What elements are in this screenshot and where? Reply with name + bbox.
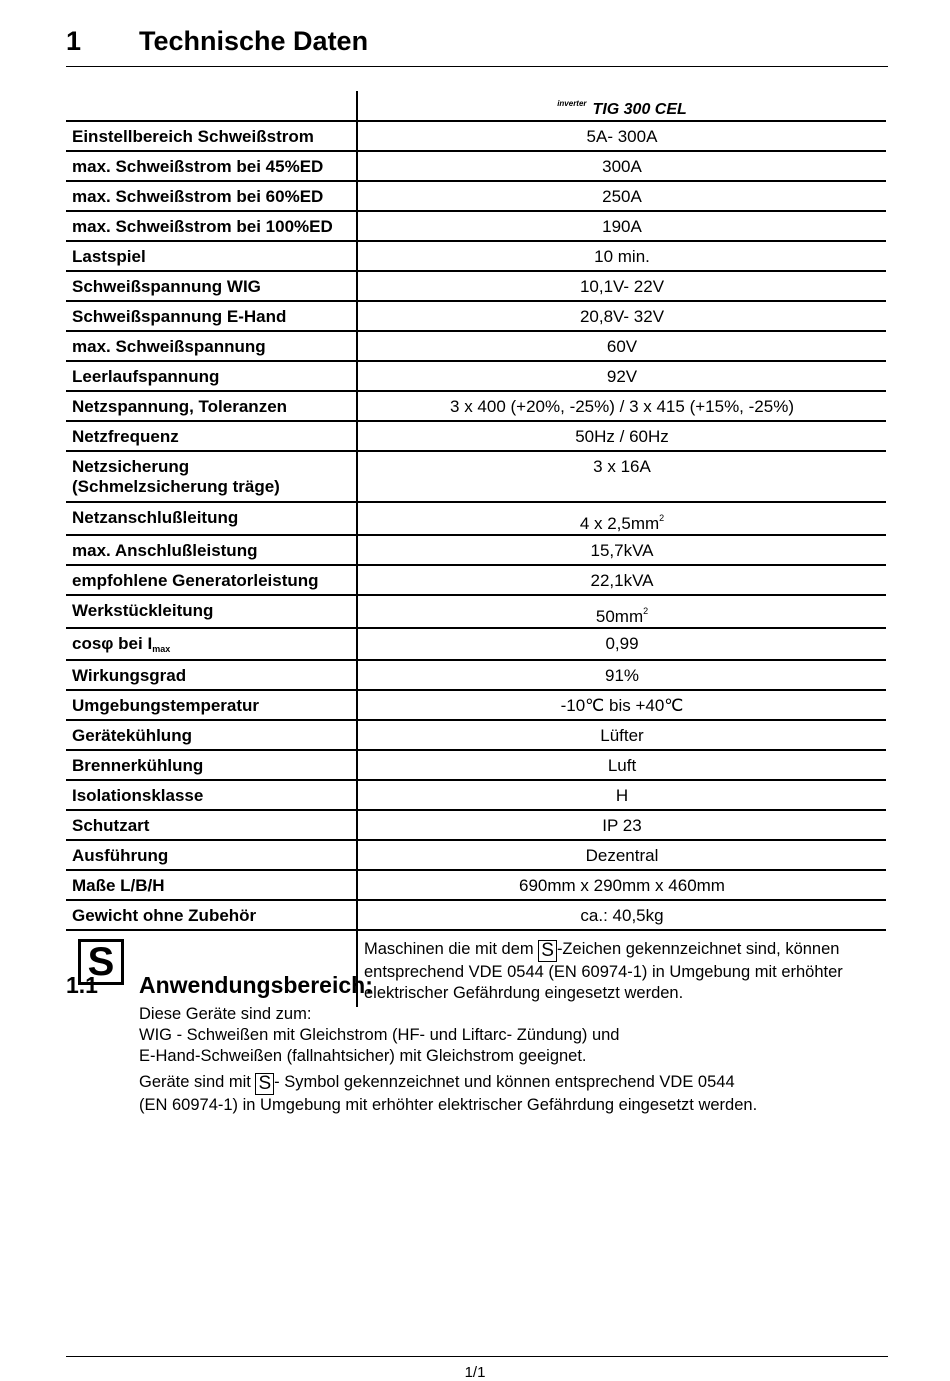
model-name: TIG 300 CEL xyxy=(592,101,687,118)
row-value: 190A xyxy=(357,211,886,241)
table-row xyxy=(66,241,886,271)
body-text-fragment: - Symbol gekennzeichnet und können entsprechend VDE 0544 xyxy=(274,1073,735,1091)
row-label: Gerätekühlung xyxy=(66,720,357,750)
page-heading xyxy=(66,24,888,67)
table-row xyxy=(66,780,886,810)
row-value xyxy=(357,595,886,628)
row-label: Maße L/B/H xyxy=(66,870,357,900)
row-label: Ausführung xyxy=(66,840,357,870)
s-note-text: -Zeichen gekennzeichnet sind, können xyxy=(556,940,840,958)
subscript: max xyxy=(152,644,171,654)
body-text-fragment: Geräte sind mit xyxy=(139,1073,256,1091)
row-value: IP 23 xyxy=(357,810,886,840)
page-number: 1/1 xyxy=(464,1364,486,1381)
body-line: (EN 60974-1) in Umgebung mit erhöhter elektrischer Gefährdung eingesetzt werden. xyxy=(139,1096,758,1114)
s-note-line: entsprechend VDE 0544 (EN 60974-1) in Umgebung mit erhöhter xyxy=(364,963,843,981)
row-label: Umgebungstemperatur xyxy=(66,690,357,720)
s-symbol-icon: S xyxy=(78,939,124,985)
row-label: Netzfrequenz xyxy=(66,421,357,451)
row-value: 10,1V- 22V xyxy=(357,271,886,301)
row-value: 250A xyxy=(357,181,886,211)
body-line: E-Hand-Schweißen (fallnahtsicher) mit Gleichstrom geeignet. xyxy=(139,1047,587,1065)
row-label: Einstellbereich Schweißstrom xyxy=(66,121,357,151)
table-row xyxy=(66,595,886,628)
row-value: 10 min. xyxy=(357,241,886,271)
superscript: 2 xyxy=(659,513,665,523)
table-row xyxy=(66,810,886,840)
row-value: 3 x 400 (+20%, -25%) / 3 x 415 (+15%, -25%) xyxy=(357,391,886,421)
footer-divider xyxy=(66,1356,888,1357)
table-row xyxy=(66,301,886,331)
row-value: 0,99 xyxy=(357,628,886,660)
section-body xyxy=(139,1004,859,1116)
row-label: Gewicht ohne Zubehör xyxy=(66,900,357,930)
heading-number: 1 xyxy=(66,26,82,56)
table-row xyxy=(66,211,886,241)
row-value: 300A xyxy=(357,151,886,181)
row-label: Netzspannung, Toleranzen xyxy=(66,391,357,421)
s-note-text: Maschinen die mit dem xyxy=(364,940,539,958)
row-label: Isolationsklasse xyxy=(66,780,357,810)
row-label: max. Schweißstrom bei 45%ED xyxy=(66,151,357,181)
value-text: 50mm xyxy=(595,607,644,626)
table-row xyxy=(66,271,886,301)
row-value: 22,1kVA xyxy=(357,565,886,595)
row-value: 50Hz / 60Hz xyxy=(357,421,886,451)
table-row xyxy=(66,451,886,502)
row-value: -10℃ bis +40℃ xyxy=(357,690,886,720)
technical-data-table xyxy=(66,91,886,1007)
row-label-line: Netzsicherung xyxy=(72,457,190,476)
section-heading xyxy=(66,972,373,999)
s-note-cell xyxy=(357,930,886,1007)
section-title: Anwendungsbereich: xyxy=(139,972,373,998)
table-header-row xyxy=(66,91,886,121)
row-value: Lüfter xyxy=(357,720,886,750)
page-title: Technische Daten xyxy=(139,26,369,56)
row-label: max. Anschlußleistung xyxy=(66,535,357,565)
table-row xyxy=(66,628,886,660)
row-label: Netzanschlußleitung xyxy=(66,502,357,535)
value-text: 4 x 2,5mm xyxy=(579,514,660,533)
table-row xyxy=(66,840,886,870)
s-note-line: elektrischer Gefährdung eingesetzt werden. xyxy=(364,984,684,1002)
model-header-cell xyxy=(357,91,886,121)
row-value: 3 x 16A xyxy=(357,451,886,502)
row-value: 60V xyxy=(357,331,886,361)
row-label: Schutzart xyxy=(66,810,357,840)
row-label: max. Schweißstrom bei 100%ED xyxy=(66,211,357,241)
row-label: Brennerkühlung xyxy=(66,750,357,780)
label-text: cosφ bei I xyxy=(72,634,153,653)
row-value: 15,7kVA xyxy=(357,535,886,565)
table-row xyxy=(66,502,886,535)
body-line xyxy=(139,1072,859,1095)
table-row xyxy=(66,750,886,780)
row-value: 92V xyxy=(357,361,886,391)
row-label: Werkstückleitung xyxy=(66,595,357,628)
table-row xyxy=(66,181,886,211)
s-symbol-icon: S xyxy=(255,1073,274,1095)
row-value: Dezentral xyxy=(357,840,886,870)
table-row xyxy=(66,331,886,361)
row-value xyxy=(357,502,886,535)
row-value: ca.: 40,5kg xyxy=(357,900,886,930)
table-row xyxy=(66,660,886,690)
table-row xyxy=(66,421,886,451)
row-label: Schweißspannung WIG xyxy=(66,271,357,301)
table-row xyxy=(66,535,886,565)
row-label: max. Schweißstrom bei 60%ED xyxy=(66,181,357,211)
row-label: Schweißspannung E-Hand xyxy=(66,301,357,331)
s-symbol-icon: S xyxy=(538,940,557,962)
row-label: Wirkungsgrad xyxy=(66,660,357,690)
superscript: 2 xyxy=(643,606,649,616)
header-empty-cell xyxy=(66,91,357,121)
table-row xyxy=(66,391,886,421)
row-value: 690mm x 290mm x 460mm xyxy=(357,870,886,900)
table-row xyxy=(66,870,886,900)
row-value: H xyxy=(357,780,886,810)
row-label xyxy=(66,451,357,502)
s-note-line xyxy=(364,939,886,962)
row-label: max. Schweißspannung xyxy=(66,331,357,361)
table-row xyxy=(66,720,886,750)
table-row xyxy=(66,900,886,930)
row-value: 91% xyxy=(357,660,886,690)
table-row xyxy=(66,690,886,720)
body-line: Diese Geräte sind zum: xyxy=(139,1005,312,1023)
row-label-line: (Schmelzsicherung träge) xyxy=(72,477,280,496)
row-label: empfohlene Generatorleistung xyxy=(66,565,357,595)
section-number: 1.1 xyxy=(66,972,98,998)
body-line: WIG - Schweißen mit Gleichstrom (HF- und Liftarc- Zündung) und xyxy=(139,1026,620,1044)
row-value: Luft xyxy=(357,750,886,780)
row-label: Leerlaufspannung xyxy=(66,361,357,391)
row-value: 5A- 300A xyxy=(357,121,886,151)
row-value: 20,8V- 32V xyxy=(357,301,886,331)
table-row xyxy=(66,121,886,151)
model-prefix: inverter xyxy=(557,99,587,108)
table-row xyxy=(66,151,886,181)
table-row xyxy=(66,361,886,391)
table-row xyxy=(66,565,886,595)
row-label xyxy=(66,628,357,660)
row-label: Lastspiel xyxy=(66,241,357,271)
